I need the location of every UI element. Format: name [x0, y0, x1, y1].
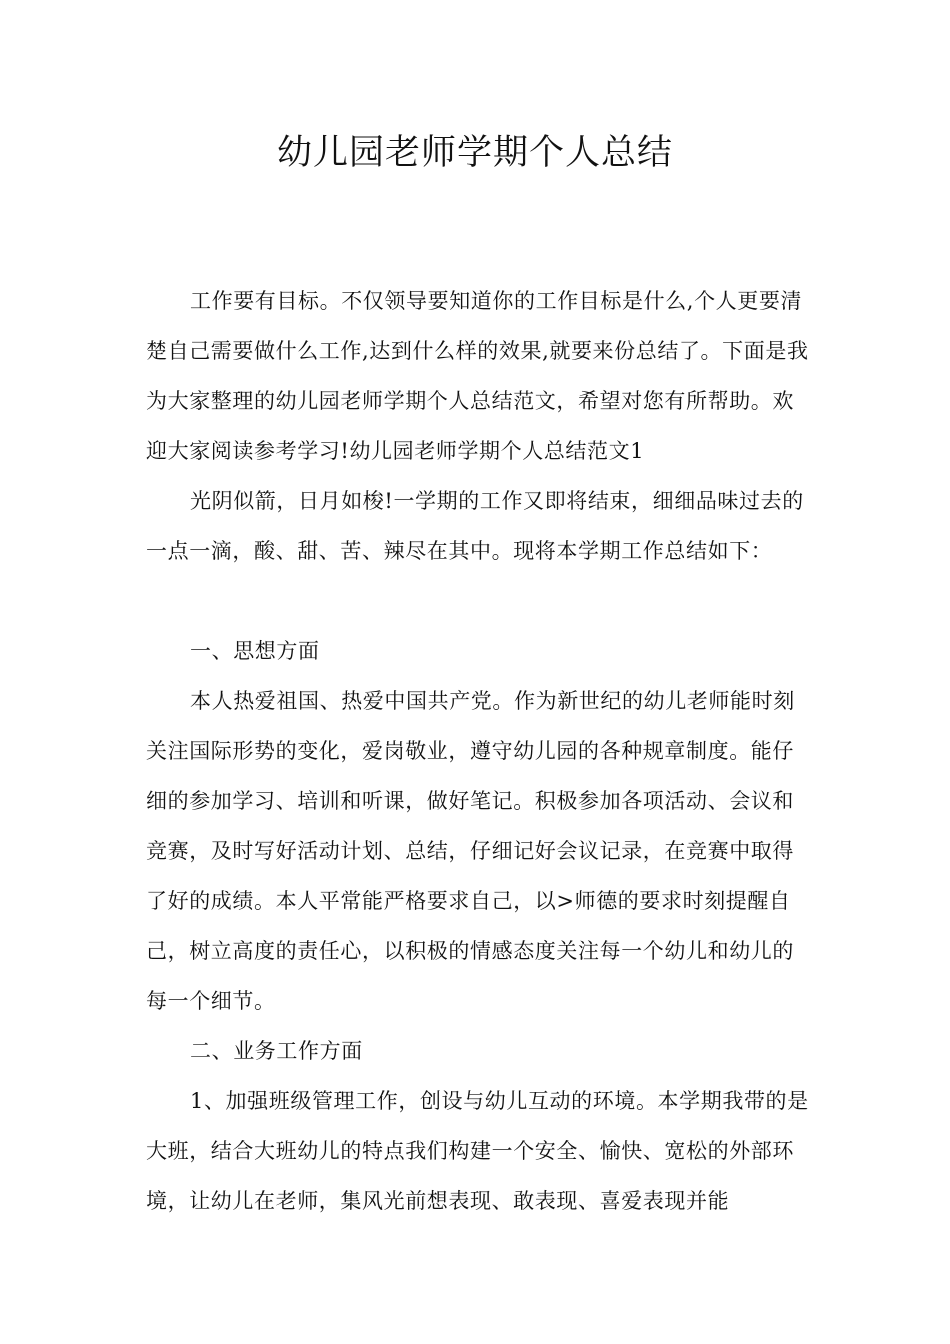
- section-body-work-item1: 1、加强班级管理工作，创设与幼儿互动的环境。本学期我带的是大班，结合大班幼儿的特点我们构建一个安全、愉快、宽松的外部环境，让幼儿在老师，集风光前想表现、敢表现、喜爱表现并能: [146, 1089, 809, 1213]
- section-body-thought: 本人热爱祖国、热爱中国共产党。作为新世纪的幼儿老师能时刻关注国际形势的变化，爱岗敬业，遵守幼儿园的各种规章制度。能仔细的参加学习、培训和听课，做好笔记。积极参加各项活动、会议和竞赛，及时写好活动计划、总结，仔细记好会议记录，在竞赛中取得了好的成绩。本人平常能严格要求自己，以>师德的要求时刻提醒自己，树立高度的责任心，以积极的情感态度关注每一个幼儿和幼儿的每一个细节。: [146, 689, 795, 1013]
- intro-paragraph: 工作要有目标。不仅领导要知道你的工作目标是什么,个人更要清楚自己需要做什么工作,达到什么样的效果,就要来份总结了。下面是我为大家整理的幼儿园老师学期个人总结范文，希望对您有所帮助。欢迎大家阅读参考学习!幼儿园老师学期个人总结范文1: [146, 289, 809, 463]
- section-heading-thought: 一、思想方面: [190, 639, 320, 663]
- document-title: 幼儿园老师学期个人总结: [276, 133, 673, 173]
- section-heading-work: 二、业务工作方面: [190, 1039, 363, 1063]
- opening-paragraph: 光阴似箭，日月如梭!一学期的工作又即将结束，细细品味过去的一点一滴，酸、甜、苦、辣尽在其中。现将本学期工作总结如下：: [146, 489, 804, 563]
